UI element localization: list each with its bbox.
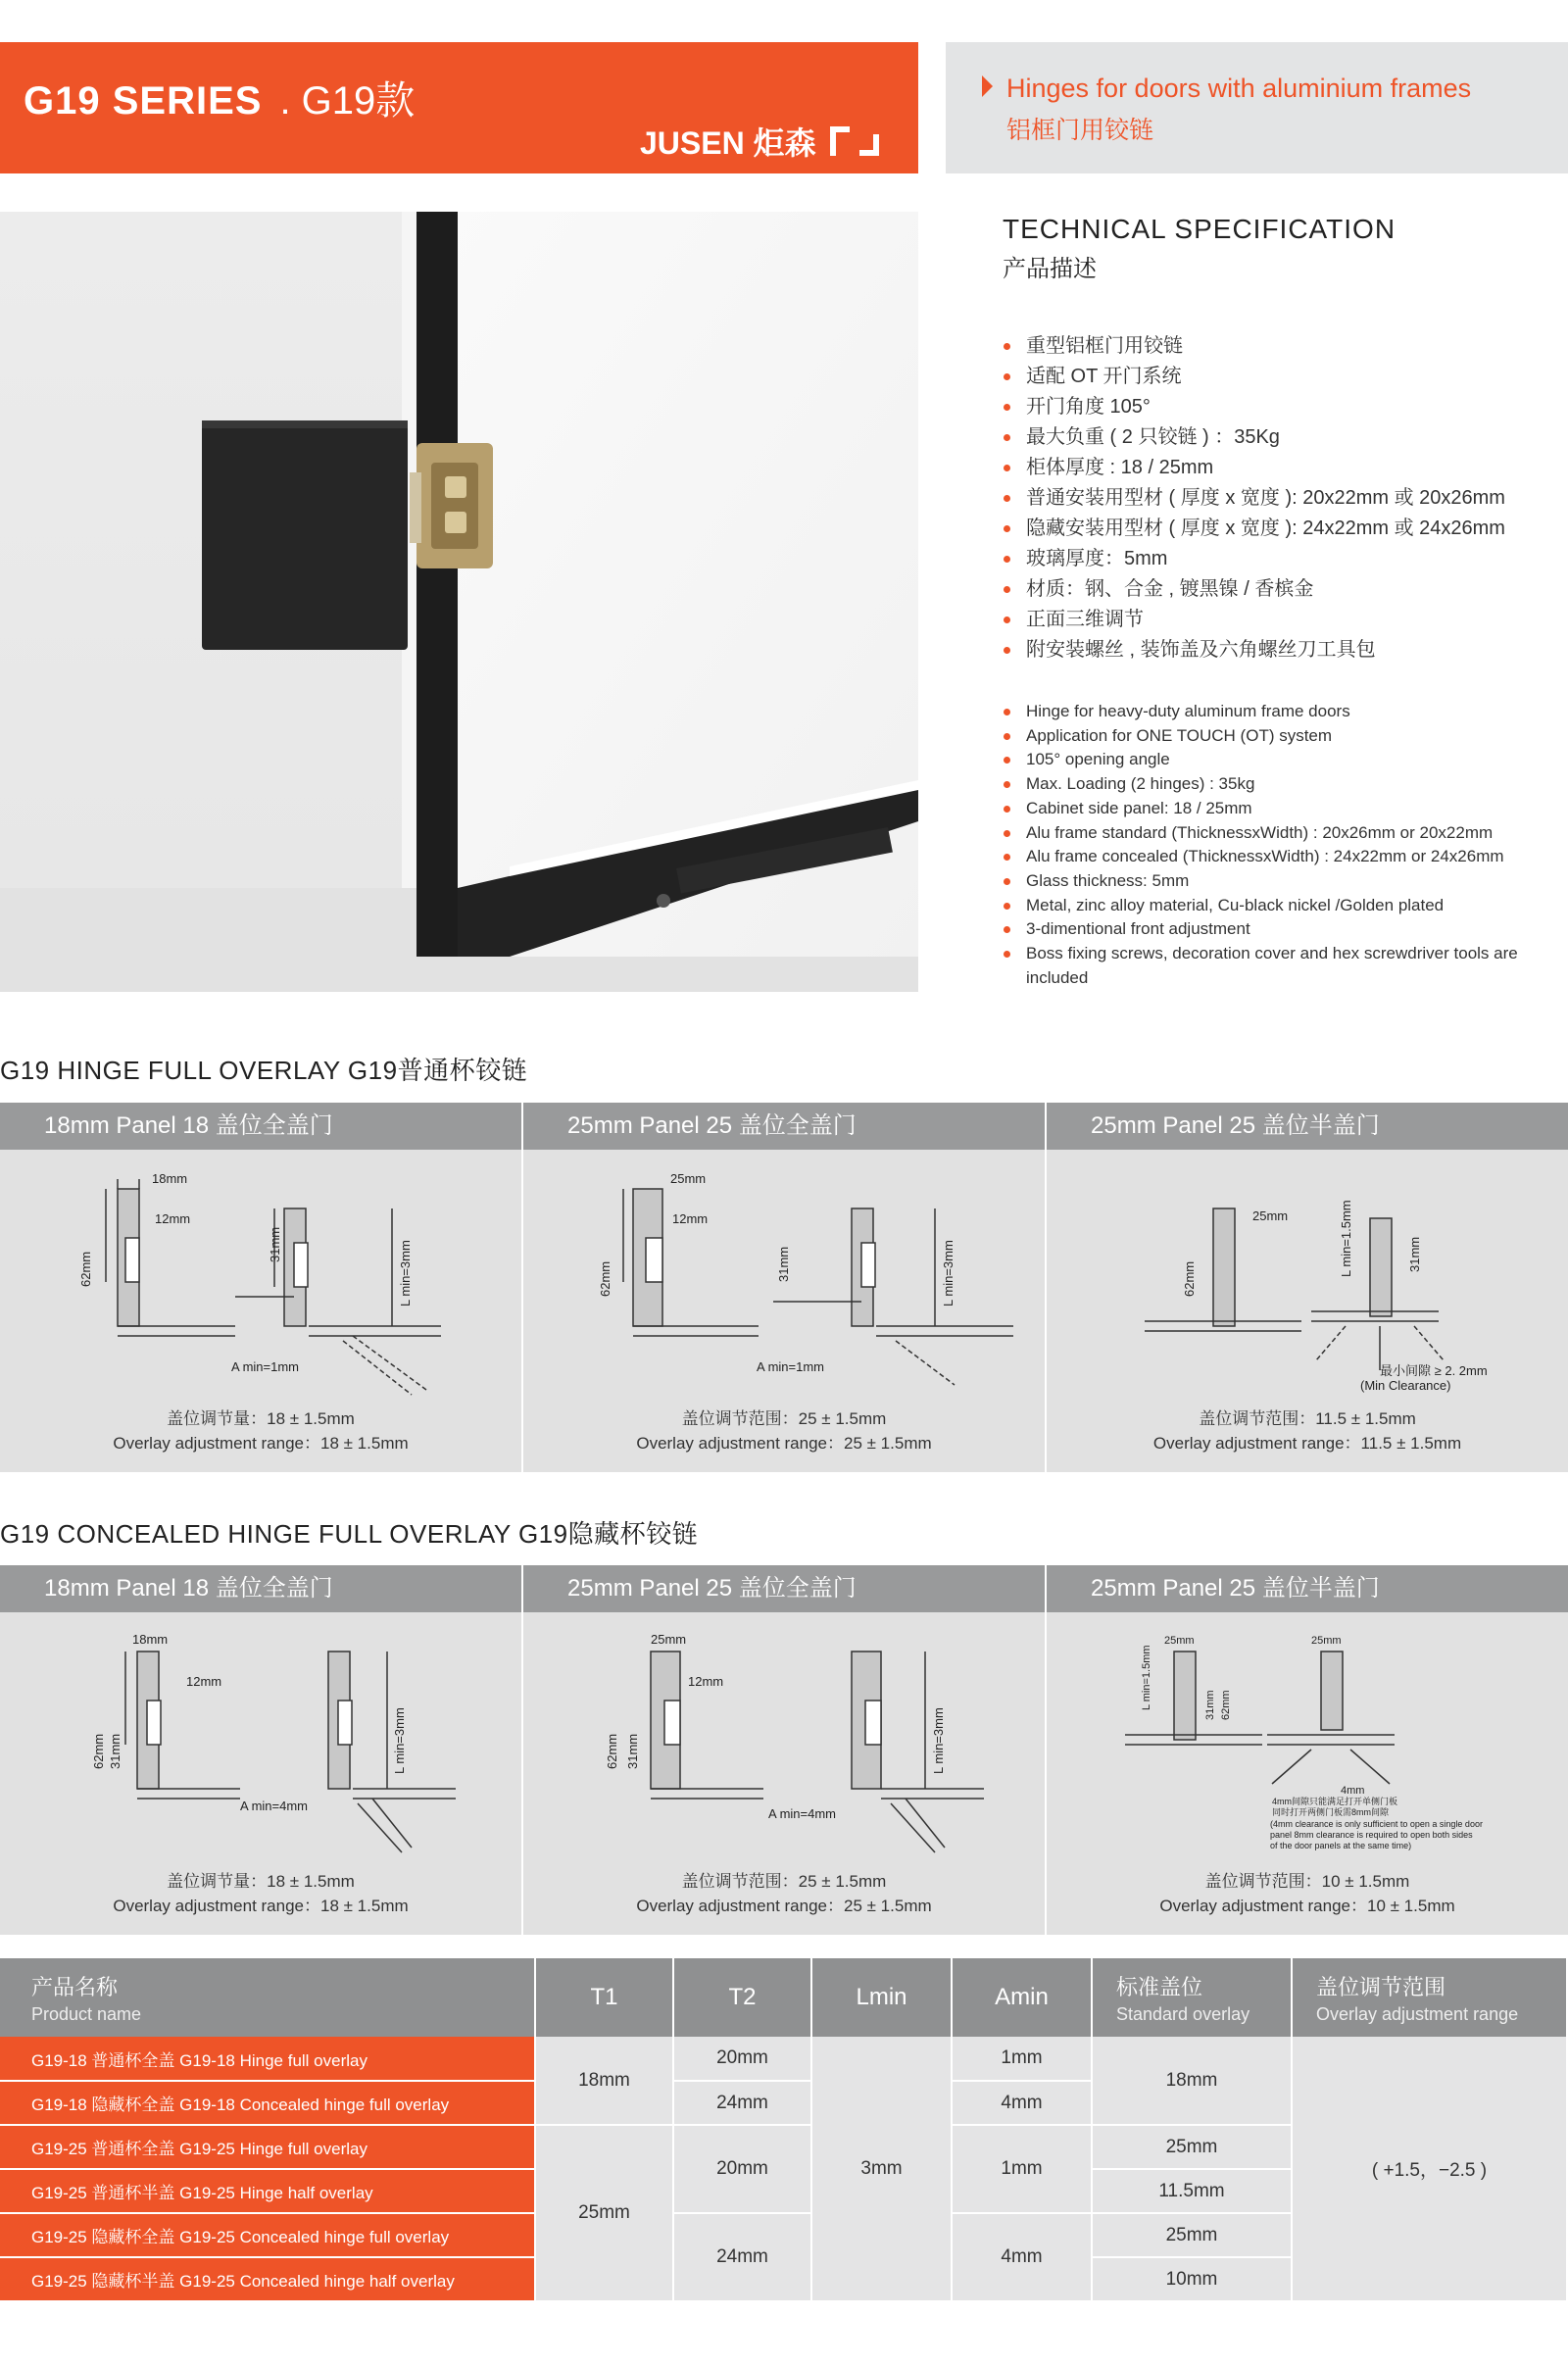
subtitle-banner xyxy=(946,42,1568,173)
std-overlay-cell: 25mm xyxy=(1092,2213,1292,2257)
adjustment-en: Overlay adjustment range：18 ± 1.5mm xyxy=(113,1897,409,1915)
adjustment-en: Overlay adjustment range：25 ± 1.5mm xyxy=(636,1897,932,1915)
concealed-panels xyxy=(0,1565,1568,1935)
adjustment-en: Overlay adjustment range：25 ± 1.5mm xyxy=(636,1434,932,1453)
list-item: 最大负重 ( 2 只铰链 ) ：35Kg xyxy=(1003,422,1505,453)
adj-range-cell: ( +1.5，−2.5 ) xyxy=(1292,2037,1567,2301)
product-name: G19-25 普通杯半盖 G19-25 Hinge half overlay xyxy=(0,2169,535,2213)
dim-width: 25mm xyxy=(651,1632,687,1647)
product-name: G19-25 隐藏杯全盖 G19-25 Concealed hinge full overlay xyxy=(0,2213,535,2257)
list-item: 柜体厚度 : 18 / 25mm xyxy=(1003,453,1505,483)
panel-18-concealed xyxy=(0,1565,521,1935)
list-item: 开门角度 105° xyxy=(1003,392,1505,422)
product-name: G19-18 隐藏杯全盖 G19-18 Concealed hinge full overlay xyxy=(0,2081,535,2125)
spec-list-cn xyxy=(1003,331,1505,666)
list-item: Metal, zinc alloy material, Cu-black nickel /Golden plated xyxy=(1003,894,1561,918)
panel-head: 18mm Panel 18 盖位全盖门 xyxy=(0,1103,521,1150)
list-item: Max. Loading (2 hinges) : 35kg xyxy=(1003,772,1561,797)
panel-head: 18mm Panel 18 盖位全盖门 xyxy=(0,1565,521,1612)
hinge-diagram xyxy=(0,1612,521,1867)
adjustment-cn: 盖位调节范围：11.5 ± 1.5mm xyxy=(1199,1409,1416,1428)
dim-depth: 12mm xyxy=(155,1211,191,1226)
list-item: 普通安装用型材 ( 厚度 x 宽度 ): 20x22mm 或 20x26mm xyxy=(1003,483,1505,514)
adjustment-en: Overlay adjustment range：11.5 ± 1.5mm xyxy=(1152,1434,1462,1453)
hinge-diagram xyxy=(523,1150,1045,1405)
list-item: 正面三维调节 xyxy=(1003,605,1505,635)
adjustment-en: Overlay adjustment range：18 ± 1.5mm xyxy=(113,1434,409,1453)
amin-cell: 4mm xyxy=(952,2081,1092,2125)
dim-lmin: L min=3mm xyxy=(392,1707,407,1774)
panel-18-full xyxy=(0,1103,521,1472)
std-overlay-cell: 11.5mm xyxy=(1092,2169,1292,2213)
list-item: Application for ONE TOUCH (OT) system xyxy=(1003,724,1561,749)
std-overlay-cell: 18mm xyxy=(1092,2037,1292,2125)
amin-cell: 1mm xyxy=(952,2125,1092,2213)
dim-cup: 31mm xyxy=(268,1226,282,1262)
arrow-icon xyxy=(982,75,993,97)
dim-lmin: L min=1.5mm xyxy=(1339,1200,1353,1277)
list-item: Cabinet side panel: 18 / 25mm xyxy=(1003,797,1561,821)
section-title-full-overlay: G19 HINGE FULL OVERLAY G19普通杯铰链 xyxy=(0,1056,528,1085)
col-amin: Amin xyxy=(952,1958,1092,2037)
spec-list-en xyxy=(1003,700,1561,990)
list-item: 附安装螺丝 , 装饰盖及六角螺丝刀工具包 xyxy=(1003,635,1505,666)
full-overlay-panels xyxy=(0,1103,1568,1472)
t2-cell: 24mm xyxy=(673,2213,811,2301)
list-item: 105° opening angle xyxy=(1003,748,1561,772)
panel-head: 25mm Panel 25 盖位半盖门 xyxy=(1047,1565,1568,1612)
spec-title-cn: 产品描述 xyxy=(1003,256,1097,282)
list-item: 3-dimentional front adjustment xyxy=(1003,917,1561,942)
note-cn-1: 4mm间隙只能满足打开单侧门板 xyxy=(1272,1797,1398,1806)
list-item: 适配 OT 开门系统 xyxy=(1003,362,1505,392)
hinge-diagram xyxy=(523,1612,1045,1867)
lmin-cell: 3mm xyxy=(811,2037,952,2301)
std-overlay-cell: 25mm xyxy=(1092,2125,1292,2169)
dim-width: 25mm xyxy=(1252,1208,1289,1223)
adjustment-cn: 盖位调节范围：25 ± 1.5mm xyxy=(681,1872,887,1891)
subtitle-cn: 铝框门用铰链 xyxy=(1006,117,1154,144)
dim-width-2: 25mm xyxy=(1311,1635,1342,1647)
list-item: 玻璃厚度：5mm xyxy=(1003,544,1505,574)
panel-head: 25mm Panel 25 盖位半盖门 xyxy=(1047,1103,1568,1150)
product-photo xyxy=(0,212,918,992)
dim-cup: 31mm xyxy=(776,1246,791,1282)
col-t1: T1 xyxy=(535,1958,673,2037)
adjustment-cn: 盖位调节范围：10 ± 1.5mm xyxy=(1204,1872,1410,1891)
panel-25-full xyxy=(523,1103,1045,1472)
panel-head: 25mm Panel 25 盖位全盖门 xyxy=(523,1103,1045,1150)
amin-cell: 4mm xyxy=(952,2213,1092,2301)
spec-title: TECHNICAL SPECIFICATION xyxy=(1003,214,1396,244)
t1-cell: 25mm xyxy=(535,2125,673,2301)
col-product-name: 产品名称 Product name xyxy=(0,1958,535,2037)
note-en-2: panel 8mm clearance is required to open both sides xyxy=(1270,1830,1473,1840)
product-name: G19-25 普通杯全盖 G19-25 Hinge full overlay xyxy=(0,2125,535,2169)
t2-cell: 24mm xyxy=(673,2081,811,2125)
dim-gap: 4mm xyxy=(1341,1785,1365,1797)
dim-lmin: L min=3mm xyxy=(398,1240,413,1307)
dim-lmin: L min=3mm xyxy=(931,1707,946,1774)
dim-width: 25mm xyxy=(1164,1635,1195,1647)
panel-head: 25mm Panel 25 盖位全盖门 xyxy=(523,1565,1045,1612)
dim-width: 18mm xyxy=(132,1632,169,1647)
list-item: Glass thickness: 5mm xyxy=(1003,869,1561,894)
product-name: G19-25 隐藏杯半盖 G19-25 Concealed hinge half overlay xyxy=(0,2257,535,2301)
list-item: Alu frame concealed (ThicknessxWidth) : 24x22mm or 24x26mm xyxy=(1003,845,1561,869)
adjustment-en: Overlay adjustment range：10 ± 1.5mm xyxy=(1159,1897,1455,1915)
dim-cup: 31mm xyxy=(1204,1690,1216,1720)
hinge-diagram xyxy=(1047,1150,1568,1405)
panel-25-concealed xyxy=(523,1565,1045,1935)
col-adjustment-range: 盖位调节范围 Overlay adjustment range xyxy=(1292,1958,1567,2037)
hinge-diagram xyxy=(0,1150,521,1405)
list-item: 隐藏安装用型材 ( 厚度 x 宽度 ): 24x22mm 或 24x26mm xyxy=(1003,514,1505,544)
dim-amin: A min=1mm xyxy=(757,1359,824,1374)
note-cn-2: 同时打开两侧门板需8mm间隙 xyxy=(1272,1807,1390,1817)
dim-height: 62mm xyxy=(1182,1260,1197,1297)
col-standard-overlay: 标准盖位 Standard overlay xyxy=(1092,1958,1292,2037)
dim-amin: A min=4mm xyxy=(768,1806,836,1821)
section-title-concealed: G19 CONCEALED HINGE FULL OVERLAY G19隐藏杯铰链 xyxy=(0,1519,699,1549)
list-item: 重型铝框门用铰链 xyxy=(1003,331,1505,362)
subtitle-en: Hinges for doors with aluminium frames xyxy=(1006,74,1472,103)
product-table xyxy=(0,1958,1568,2302)
adjustment-cn: 盖位调节量：18 ± 1.5mm xyxy=(167,1409,355,1428)
dim-height: 62mm xyxy=(1220,1690,1232,1720)
dim-cup: 31mm xyxy=(108,1733,122,1769)
amin-cell: 1mm xyxy=(952,2037,1092,2081)
t2-cell: 20mm xyxy=(673,2125,811,2213)
t2-cell: 20mm xyxy=(673,2037,811,2081)
dim-amin: A min=4mm xyxy=(240,1799,308,1813)
dim-gap-en: (Min Clearance) xyxy=(1360,1378,1451,1393)
dim-gap: 最小间隙 ≥ 2. 2mm xyxy=(1380,1363,1488,1378)
dim-depth: 12mm xyxy=(186,1674,222,1689)
dim-height: 62mm xyxy=(91,1733,106,1769)
panel-25-half-concealed xyxy=(1047,1565,1568,1935)
col-lmin: Lmin xyxy=(811,1958,952,2037)
col-t2: T2 xyxy=(673,1958,811,2037)
table-header-row xyxy=(0,1958,1567,2037)
adjustment-cn: 盖位调节量：18 ± 1.5mm xyxy=(167,1872,355,1891)
dim-height: 62mm xyxy=(605,1733,619,1769)
dim-height: 62mm xyxy=(598,1260,612,1297)
note-en-3: of the door panels at the same time) xyxy=(1270,1841,1412,1850)
std-overlay-cell: 10mm xyxy=(1092,2257,1292,2301)
hinge-diagram xyxy=(1047,1612,1568,1867)
panel-25-half xyxy=(1047,1103,1568,1472)
adjustment-cn: 盖位调节范围：25 ± 1.5mm xyxy=(681,1409,887,1428)
list-item: Hinge for heavy-duty aluminum frame doors xyxy=(1003,700,1561,724)
dim-height: 62mm xyxy=(78,1251,93,1287)
dim-depth: 12mm xyxy=(672,1211,709,1226)
t1-cell: 18mm xyxy=(535,2037,673,2125)
note-en-1: (4mm clearance is only sufficient to open a single door xyxy=(1270,1819,1483,1829)
dim-lmin: L min=3mm xyxy=(941,1240,956,1307)
header-banner xyxy=(0,42,918,173)
dim-cup: 31mm xyxy=(1407,1236,1422,1272)
dim-depth: 12mm xyxy=(688,1674,724,1689)
product-name: G19-18 普通杯全盖 G19-18 Hinge full overlay xyxy=(0,2037,535,2081)
list-item: Alu frame standard (ThicknessxWidth) : 20x26mm or 20x22mm xyxy=(1003,821,1561,846)
dim-lmin: L min=1.5mm xyxy=(1141,1645,1152,1710)
brand-logo: JUSEN 炬森 xyxy=(640,119,881,164)
dim-cup: 31mm xyxy=(625,1733,640,1769)
table-row xyxy=(0,2037,1567,2081)
list-item: Boss fixing screws, decoration cover and hex screwdriver tools are included xyxy=(1003,942,1561,990)
dim-amin: A min=1mm xyxy=(231,1359,299,1374)
dim-width: 25mm xyxy=(670,1171,707,1186)
brand-mark-icon xyxy=(828,124,881,158)
list-item: 材质：钢、合金 , 镀黑镍 / 香槟金 xyxy=(1003,574,1505,605)
series-title: G19 SERIES . G19款 xyxy=(24,79,416,123)
dim-width: 18mm xyxy=(152,1171,188,1186)
